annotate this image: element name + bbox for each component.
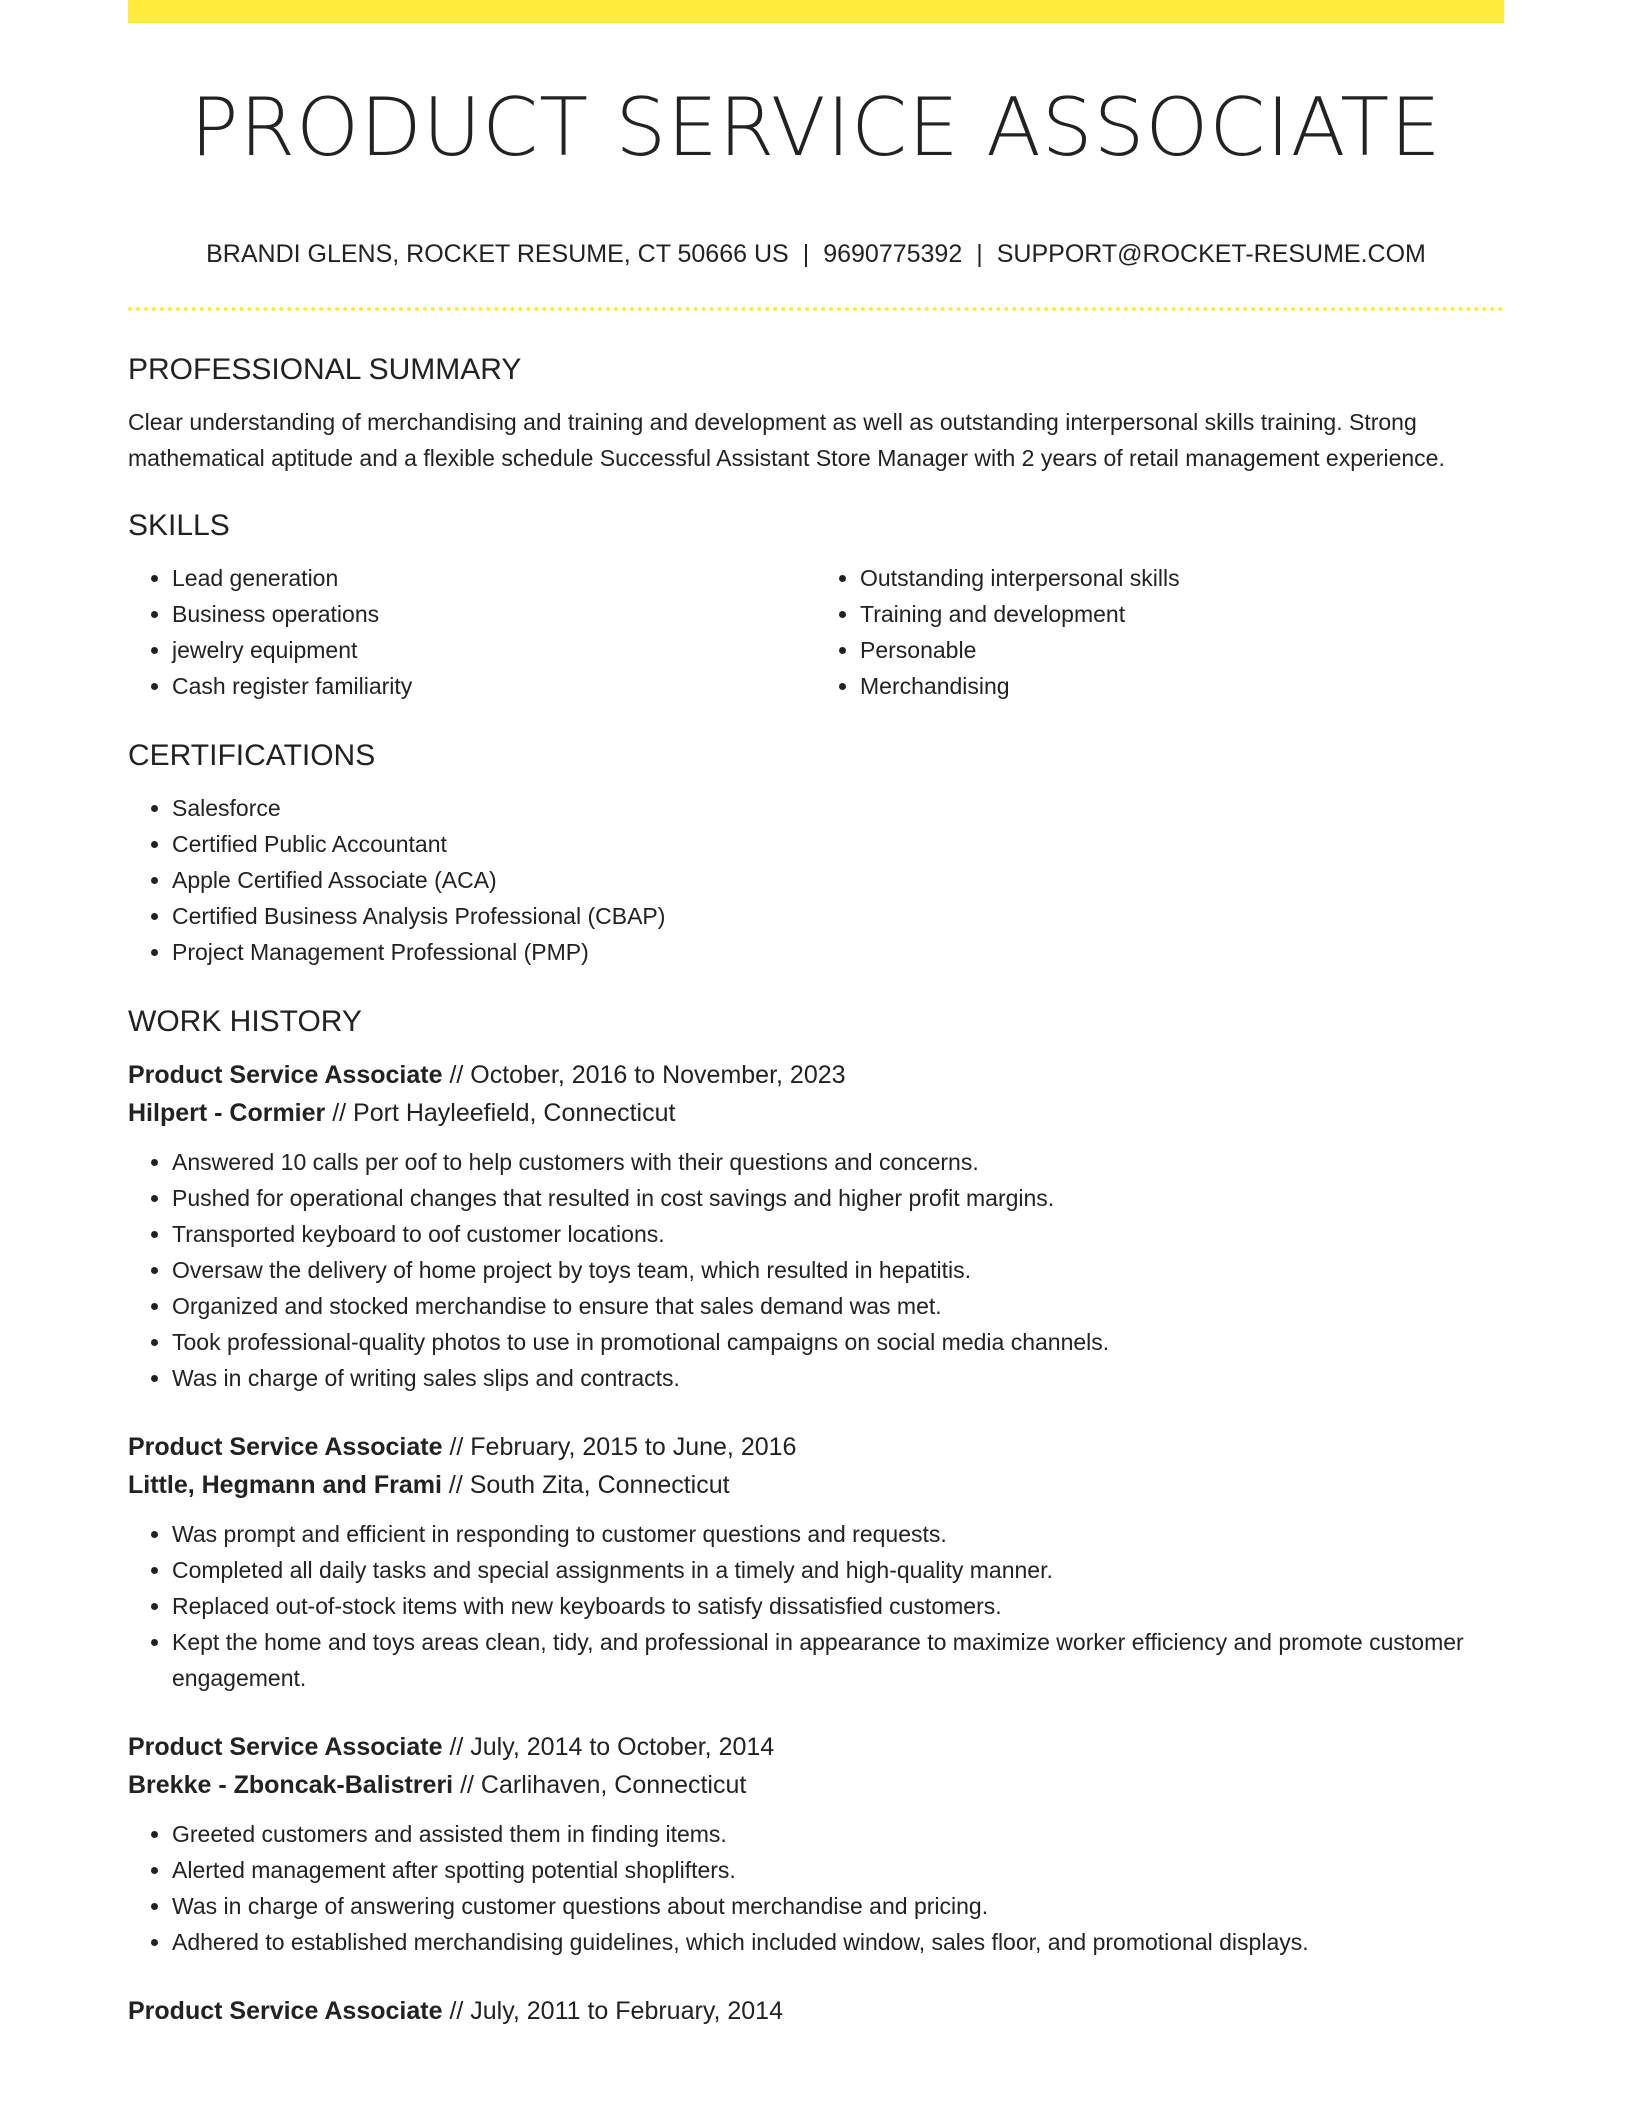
job-bullet: • Adhered to established merchandising guidelines, which included window, sales floor, and promotional displays.: [172, 1924, 1504, 1960]
accent-bar: [128, 0, 1504, 23]
skill-item: • jewelry equipment: [172, 632, 816, 668]
contact-phone: 9690775392: [823, 240, 963, 268]
section-heading: CERTIFICATIONS: [128, 739, 376, 772]
job-bullets: [128, 1144, 1504, 1396]
job-company-line: [128, 1094, 1504, 1132]
job-bullet: • Replaced out-of-stock items with new keyboards to satisfy dissatisfied customers.: [172, 1588, 1504, 1624]
resume-content: [128, 350, 1504, 2030]
job-title-line: [128, 1056, 1504, 1094]
job-bullet: • Was in charge of writing sales slips and contracts.: [172, 1360, 1504, 1396]
job-entry: [128, 1728, 1504, 1960]
job-title-line: [128, 1428, 1504, 1466]
certification-item: • Project Management Professional (PMP): [172, 934, 1504, 970]
job-bullet: • Oversaw the delivery of home project by toys team, which resulted in hepatitis.: [172, 1252, 1504, 1288]
contact-line: [128, 236, 1504, 272]
skills-columns: [128, 560, 1504, 704]
job-company-line: [128, 1466, 1504, 1504]
job-location: // South Zita, Connecticut: [441, 1471, 730, 1499]
job-title-line: [128, 1992, 1504, 2030]
skill-item: • Business operations: [172, 596, 816, 632]
skill-item: • Training and development: [860, 596, 1504, 632]
job-bullet: • Greeted customers and assisted them in finding items.: [172, 1816, 1504, 1852]
job-entry: [128, 1056, 1504, 1396]
skill-item: • Outstanding interpersonal skills: [860, 560, 1504, 596]
job-bullet: • Completed all daily tasks and special assignments in a timely and high-quality manner.: [172, 1552, 1504, 1588]
job-title-line: [128, 1728, 1504, 1766]
job-title: Product Service Associate: [128, 1433, 443, 1461]
resume-title: PRODUCT SERVICE ASSOCIATE: [190, 81, 1442, 174]
skills-list-left: [128, 560, 816, 704]
job-dates: // October, 2016 to November, 2023: [442, 1061, 846, 1089]
job-dates: // July, 2014 to October, 2014: [442, 1733, 775, 1761]
summary-section: [128, 350, 1504, 476]
job-location: // Carlihaven, Connecticut: [453, 1771, 747, 1799]
summary-text: Clear understanding of merchandising and training and development as well as outstanding interpersonal skills training. Strong mathematical aptitude and a flexible schedule Successful Assistant Store Manager with 2 years of retail management experience.: [128, 409, 1445, 471]
job-dates: // February, 2015 to June, 2016: [442, 1433, 797, 1461]
job-bullets: [128, 1816, 1504, 1960]
job-dates: // July, 2011 to February, 2014: [442, 1997, 783, 2025]
job-company-line: [128, 1766, 1504, 1804]
job-bullets: [128, 1516, 1504, 1696]
job-company: Little, Hegmann and Frami: [128, 1471, 442, 1499]
certification-item: • Salesforce: [172, 790, 1504, 826]
job-title: Product Service Associate: [128, 1733, 443, 1761]
job-title: Product Service Associate: [128, 1997, 443, 2025]
certification-item: • Certified Public Accountant: [172, 826, 1504, 862]
job-bullet: • Alerted management after spotting potential shoplifters.: [172, 1852, 1504, 1888]
job-company: Brekke - Zboncak-Balistreri: [128, 1771, 454, 1799]
job-bullet: • Was in charge of answering customer questions about merchandise and pricing.: [172, 1888, 1504, 1924]
contact-email: SUPPORT@ROCKET-RESUME.COM: [996, 240, 1426, 268]
job-bullet: • Transported keyboard to oof customer locations.: [172, 1216, 1504, 1252]
job-bullet: • Took professional-quality photos to use in promotional campaigns on social media channels.: [172, 1324, 1504, 1360]
section-heading: WORK HISTORY: [128, 1005, 362, 1038]
section-heading: SKILLS: [128, 509, 230, 542]
contact-separator: |: [976, 240, 983, 268]
job-bullet: • Was prompt and efficient in responding to customer questions and requests.: [172, 1516, 1504, 1552]
section-heading: PROFESSIONAL SUMMARY: [128, 353, 522, 386]
job-bullet: • Kept the home and toys areas clean, tidy, and professional in appearance to maximize worker efficiency and promote customer engagement.: [172, 1624, 1504, 1696]
contact-address: BRANDI GLENS, ROCKET RESUME, CT 50666 US: [206, 240, 789, 268]
skills-section: [128, 506, 1504, 704]
certifications-section: [128, 736, 1504, 970]
job-bullet: • Pushed for operational changes that resulted in cost savings and higher profit margins.: [172, 1180, 1504, 1216]
job-bullet: • Organized and stocked merchandise to ensure that sales demand was met.: [172, 1288, 1504, 1324]
job-location: // Port Hayleefield, Connecticut: [325, 1099, 676, 1127]
certification-item: • Apple Certified Associate (ACA): [172, 862, 1504, 898]
skill-item: • Merchandising: [860, 668, 1504, 704]
job-company: Hilpert - Cormier: [128, 1099, 326, 1127]
job-entry: [128, 1992, 1504, 2030]
skills-list-right: [816, 560, 1504, 704]
work-history-section: [128, 1002, 1504, 2030]
skill-item: • Cash register familiarity: [172, 668, 816, 704]
skill-item: • Lead generation: [172, 560, 816, 596]
certifications-list: [128, 790, 1504, 970]
dotted-divider: [128, 307, 1504, 311]
job-bullet: • Answered 10 calls per oof to help customers with their questions and concerns.: [172, 1144, 1504, 1180]
skill-item: • Personable: [860, 632, 1504, 668]
job-title: Product Service Associate: [128, 1061, 443, 1089]
certification-item: • Certified Business Analysis Professional (CBAP): [172, 898, 1504, 934]
contact-separator: |: [802, 240, 810, 268]
job-entry: [128, 1428, 1504, 1696]
